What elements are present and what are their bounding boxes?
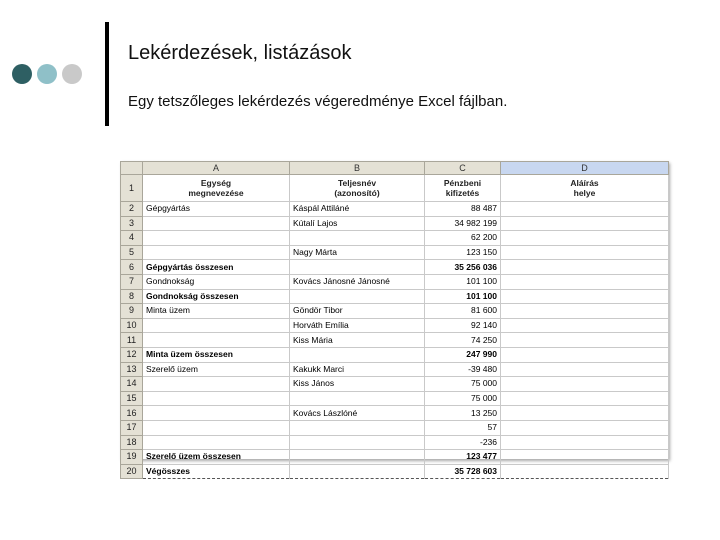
header-text-line: Pénzbeni: [443, 178, 482, 188]
cell-signature[interactable]: [501, 333, 669, 348]
table-row: [121, 202, 669, 217]
header-text-line: Aláírás: [570, 178, 599, 188]
cell-unit[interactable]: [143, 435, 290, 450]
cell-name[interactable]: [290, 464, 425, 479]
cell-payment[interactable]: 35 256 036: [425, 260, 501, 275]
header-text-line: megnevezése: [188, 188, 244, 198]
cell-name[interactable]: [290, 420, 425, 435]
cell-unit[interactable]: Minta üzem összesen: [143, 347, 290, 362]
row-number[interactable]: 4: [121, 231, 143, 246]
cell-name[interactable]: Kútalí Lajos: [290, 216, 425, 231]
cell-signature[interactable]: [501, 362, 669, 377]
slide-title: Lekérdezések, listázások: [128, 42, 352, 64]
subtotal-row: [121, 347, 669, 362]
row-number[interactable]: 12: [121, 347, 143, 362]
table-row: [121, 333, 669, 348]
table-row: [121, 231, 669, 246]
cell-payment[interactable]: 92 140: [425, 318, 501, 333]
cell-signature[interactable]: [501, 260, 669, 275]
cell-unit[interactable]: [143, 333, 290, 348]
header-cell-name[interactable]: [290, 175, 425, 202]
cell-signature[interactable]: [501, 435, 669, 450]
table-row: [121, 216, 669, 231]
cell-unit[interactable]: [143, 216, 290, 231]
cell-payment[interactable]: 13 250: [425, 406, 501, 421]
slide-subtitle: Egy tetszőleges lekérdezés végeredménye Excel fájlban.: [128, 93, 508, 110]
cell-signature[interactable]: [501, 274, 669, 289]
cell-signature[interactable]: [501, 231, 669, 246]
table-row: [121, 406, 669, 421]
cell-signature[interactable]: [501, 304, 669, 319]
column-header-d[interactable]: D: [501, 162, 669, 175]
cell-signature[interactable]: [501, 391, 669, 406]
cell-name[interactable]: [290, 391, 425, 406]
row-number[interactable]: 15: [121, 391, 143, 406]
cell-payment[interactable]: 101 100: [425, 274, 501, 289]
spreadsheet-table: [120, 161, 669, 479]
cell-name[interactable]: Horváth Emília: [290, 318, 425, 333]
table-row: [121, 245, 669, 260]
table-row: [121, 391, 669, 406]
cell-unit[interactable]: Minta üzem: [143, 304, 290, 319]
dot-teal: [37, 64, 57, 84]
table-row: [121, 274, 669, 289]
row-number[interactable]: 14: [121, 377, 143, 392]
cell-payment[interactable]: 75 000: [425, 377, 501, 392]
row-number[interactable]: 3: [121, 216, 143, 231]
cell-unit[interactable]: [143, 420, 290, 435]
table-row: [121, 420, 669, 435]
cell-name[interactable]: Nagy Márta: [290, 245, 425, 260]
cell-unit[interactable]: Gondnokság összesen: [143, 289, 290, 304]
cell-signature[interactable]: [501, 347, 669, 362]
row-number[interactable]: 18: [121, 435, 143, 450]
cell-signature[interactable]: [501, 406, 669, 421]
row-number[interactable]: 1: [121, 175, 143, 202]
subtotal-row: [121, 289, 669, 304]
cell-signature[interactable]: [501, 420, 669, 435]
table-header-row: [121, 175, 669, 202]
cell-unit[interactable]: Szerelő üzem: [143, 362, 290, 377]
header-text-line: helye: [573, 188, 596, 198]
cell-name[interactable]: Kakukk Marci: [290, 362, 425, 377]
subtotal-row: [121, 260, 669, 275]
cell-payment[interactable]: 35 728 603: [425, 464, 501, 479]
cell-unit[interactable]: Gondnokság: [143, 274, 290, 289]
table-row: [121, 318, 669, 333]
cell-name[interactable]: Kiss Mária: [290, 333, 425, 348]
dot-gray: [62, 64, 82, 84]
cell-signature[interactable]: [501, 377, 669, 392]
cell-payment[interactable]: 75 000: [425, 391, 501, 406]
cell-unit[interactable]: [143, 231, 290, 246]
excel-sheet: [120, 161, 668, 476]
table-row: [121, 362, 669, 377]
header-cell-signature[interactable]: [501, 175, 669, 202]
cell-unit[interactable]: Szerelő üzem összesen: [143, 450, 290, 465]
cell-signature[interactable]: [501, 450, 669, 465]
cell-name[interactable]: Kovács Lászlóné: [290, 406, 425, 421]
column-header-b[interactable]: B: [290, 162, 425, 175]
cell-payment[interactable]: 57: [425, 420, 501, 435]
cell-name[interactable]: Káspál Attiláné: [290, 202, 425, 217]
row-number[interactable]: 8: [121, 289, 143, 304]
cell-unit[interactable]: Gépgyártás összesen: [143, 260, 290, 275]
title-divider: [105, 22, 109, 126]
cell-payment[interactable]: 123 477: [425, 450, 501, 465]
row-number[interactable]: 2: [121, 202, 143, 217]
cell-payment[interactable]: 88 487: [425, 202, 501, 217]
cell-signature[interactable]: [501, 289, 669, 304]
cell-payment[interactable]: 101 100: [425, 289, 501, 304]
decorative-dots: [12, 64, 82, 84]
table-row: [121, 377, 669, 392]
dot-dark: [12, 64, 32, 84]
row-number[interactable]: 20: [121, 464, 143, 479]
row-number[interactable]: 11: [121, 333, 143, 348]
cell-signature[interactable]: [501, 216, 669, 231]
header-cell-payment[interactable]: [425, 175, 501, 202]
cell-signature[interactable]: [501, 464, 669, 479]
cell-unit[interactable]: [143, 391, 290, 406]
cell-name[interactable]: [290, 435, 425, 450]
column-header-c[interactable]: C: [425, 162, 501, 175]
row-number[interactable]: 10: [121, 318, 143, 333]
cell-payment[interactable]: 81 600: [425, 304, 501, 319]
cell-unit[interactable]: Gépgyártás: [143, 202, 290, 217]
cell-signature[interactable]: [501, 245, 669, 260]
header-text-line: Teljesnév: [337, 178, 377, 188]
column-header-a[interactable]: A: [143, 162, 290, 175]
cell-unit[interactable]: [143, 406, 290, 421]
cell-payment[interactable]: -39 480: [425, 362, 501, 377]
cell-name[interactable]: [290, 231, 425, 246]
subtotal-row: [121, 450, 669, 465]
cell-payment[interactable]: 123 150: [425, 245, 501, 260]
cell-payment[interactable]: 34 982 199: [425, 216, 501, 231]
row-number[interactable]: 5: [121, 245, 143, 260]
header-text-line: Egység: [200, 178, 232, 188]
subtotal-row: [121, 464, 669, 479]
header-text-line: kifizetés: [445, 188, 480, 198]
header-cell-unit[interactable]: [143, 175, 290, 202]
cell-unit[interactable]: Végösszes: [143, 464, 290, 479]
column-header-row: [121, 162, 669, 175]
row-number[interactable]: 6: [121, 260, 143, 275]
cell-name[interactable]: Kiss János: [290, 377, 425, 392]
row-number[interactable]: 19: [121, 450, 143, 465]
row-number[interactable]: 17: [121, 420, 143, 435]
cell-name[interactable]: Göndör Tibor: [290, 304, 425, 319]
cell-name[interactable]: Kovács Jánosné Jánosné: [290, 274, 425, 289]
row-number[interactable]: 7: [121, 274, 143, 289]
cell-payment[interactable]: 62 200: [425, 231, 501, 246]
row-number[interactable]: 13: [121, 362, 143, 377]
cell-unit[interactable]: [143, 245, 290, 260]
table-row: [121, 304, 669, 319]
cell-payment[interactable]: 247 990: [425, 347, 501, 362]
cell-signature[interactable]: [501, 318, 669, 333]
cell-unit[interactable]: [143, 318, 290, 333]
cell-payment[interactable]: 74 250: [425, 333, 501, 348]
cell-unit[interactable]: [143, 377, 290, 392]
cell-payment[interactable]: -236: [425, 435, 501, 450]
cell-name[interactable]: [290, 289, 425, 304]
cell-signature[interactable]: [501, 202, 669, 217]
select-all-corner[interactable]: [121, 162, 143, 175]
table-row: [121, 435, 669, 450]
header-text-line: (azonosító): [334, 188, 380, 198]
cell-name[interactable]: [290, 450, 425, 465]
cell-name[interactable]: [290, 260, 425, 275]
row-number[interactable]: 9: [121, 304, 143, 319]
row-number[interactable]: 16: [121, 406, 143, 421]
cell-name[interactable]: [290, 347, 425, 362]
